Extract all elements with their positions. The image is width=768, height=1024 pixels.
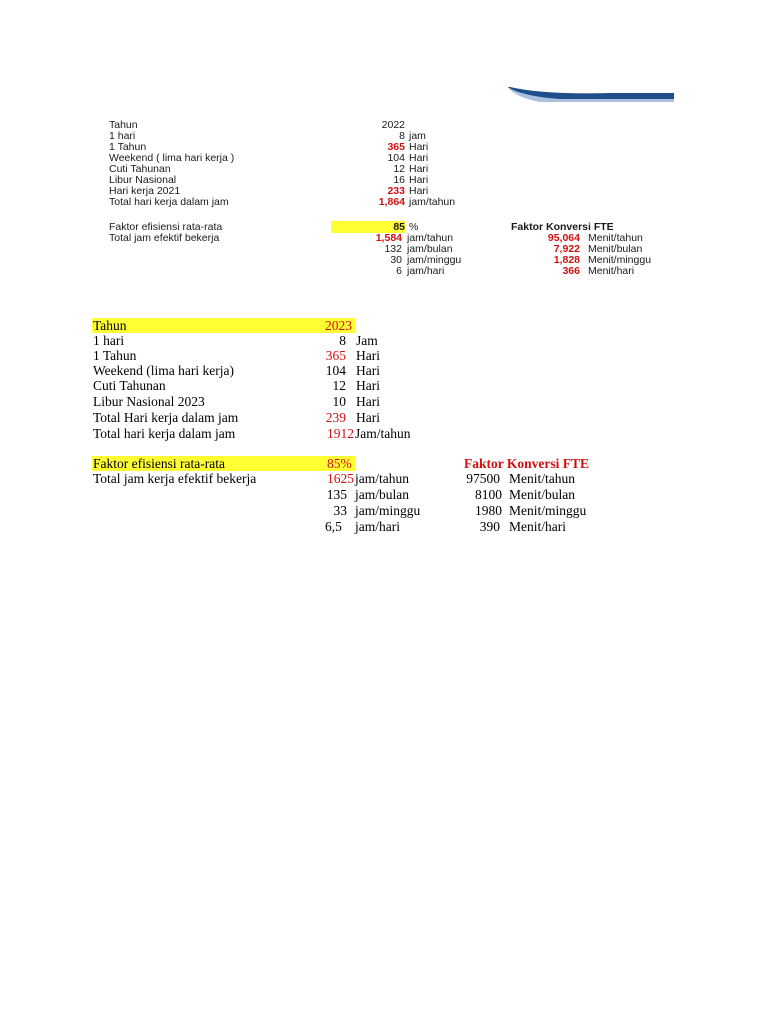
fte-unit: Menit/minggu — [588, 254, 652, 266]
year-value: 2022 — [381, 119, 405, 131]
row-label: 1 hari — [109, 130, 136, 142]
row-value: 8 — [339, 333, 346, 348]
efficiency-value: 85% — [327, 456, 352, 471]
row-label: Total Hari kerja dalam jam — [93, 410, 239, 425]
row-unit: Hari — [409, 185, 429, 197]
row-unit: Hari — [409, 141, 429, 153]
row-value: 239 — [325, 410, 346, 425]
row-unit: Jam — [356, 333, 378, 348]
effective-unit: jam/hari — [407, 265, 445, 277]
effective-unit: jam/tahun — [407, 232, 454, 244]
row-value: 104 — [387, 152, 405, 164]
effective-unit: jam/hari — [355, 519, 400, 534]
effective-value: 135 — [326, 487, 347, 502]
year-highlight — [92, 318, 356, 333]
effective-unit: jam/bulan — [355, 487, 409, 502]
row-label: Libur Nasional — [109, 174, 177, 186]
header-band-decoration — [500, 84, 674, 102]
row-label: Cuti Tahunan — [93, 378, 166, 393]
row-unit: Hari — [409, 163, 429, 175]
fte-value: 366 — [562, 265, 580, 277]
year-label: Tahun — [93, 318, 127, 333]
row-unit: Hari — [356, 363, 380, 378]
effective-value: 30 — [390, 254, 402, 266]
row-label: Hari kerja 2021 — [109, 185, 181, 197]
effective-value: 1,584 — [375, 232, 402, 244]
row-value: 365 — [325, 348, 346, 363]
row-unit: Hari — [356, 394, 380, 409]
row-value: 365 — [387, 141, 405, 153]
row-value: 12 — [332, 378, 346, 393]
row-unit: jam/tahun — [409, 196, 456, 208]
year-label: Tahun — [109, 119, 138, 131]
efficiency-label: Faktor efisiensi rata-rata — [93, 456, 225, 471]
row-value: 1912 — [327, 426, 354, 441]
row-value: 104 — [325, 363, 346, 378]
row-value: 8 — [399, 130, 405, 142]
row-label: Cuti Tahunan — [109, 163, 171, 175]
row-label: 1 hari — [93, 333, 125, 348]
row-unit: Jam/tahun — [355, 426, 411, 441]
fte-value: 97500 — [466, 471, 500, 486]
effective-unit: jam/tahun — [355, 471, 409, 486]
row-value: 12 — [393, 163, 405, 175]
efficiency-value: 85 — [393, 221, 405, 233]
effective-label: Total jam efektif bekerja — [109, 232, 220, 244]
row-unit: Hari — [356, 348, 380, 363]
year-value: 2023 — [325, 318, 352, 333]
fte-unit: Menit/minggu — [509, 503, 587, 518]
row-label: Total hari kerja dalam jam — [93, 426, 236, 441]
row-label: Weekend ( lima hari kerja ) — [109, 152, 235, 164]
row-value: 16 — [393, 174, 405, 186]
fte-title: Faktor Konversi FTE — [464, 456, 590, 471]
effective-unit: jam/minggu — [407, 254, 462, 266]
fte-value: 7,922 — [553, 243, 580, 255]
fte-unit: Menit/bulan — [588, 243, 643, 255]
effective-value: 6,5 — [325, 519, 342, 534]
fte-unit: Menit/tahun — [588, 232, 643, 244]
row-unit: Hari — [409, 152, 429, 164]
effective-value: 6 — [396, 265, 402, 277]
row-label: Weekend (lima hari kerja) — [93, 363, 234, 378]
effective-label: Total jam kerja efektif bekerja — [93, 471, 257, 486]
efficiency-unit: % — [409, 221, 419, 233]
fte-value: 390 — [479, 519, 500, 534]
fte-value: 1980 — [475, 503, 502, 518]
row-value: 10 — [332, 394, 346, 409]
effective-unit: jam/minggu — [355, 503, 421, 518]
row-unit: Hari — [356, 378, 380, 393]
fte-unit: Menit/hari — [509, 519, 566, 534]
row-value: 1,864 — [378, 196, 405, 208]
effective-unit: jam/bulan — [407, 243, 453, 255]
row-label: 1 Tahun — [93, 348, 137, 363]
row-unit: Hari — [356, 410, 380, 425]
fte-value: 95,064 — [547, 232, 580, 244]
row-label: Libur Nasional 2023 — [93, 394, 205, 409]
fte-unit: Menit/hari — [588, 265, 635, 277]
fte-title: Faktor Konversi FTE — [511, 221, 614, 233]
effective-value: 132 — [384, 243, 402, 255]
row-unit: jam — [409, 130, 426, 142]
row-label: Total hari kerja dalam jam — [109, 196, 229, 208]
effective-value: 33 — [333, 503, 347, 518]
effective-value: 1625 — [327, 471, 354, 486]
row-unit: Hari — [409, 174, 429, 186]
row-value: 233 — [387, 185, 405, 197]
fte-value: 1,828 — [553, 254, 580, 266]
fte-unit: Menit/tahun — [509, 471, 575, 486]
fte-unit: Menit/bulan — [509, 487, 575, 502]
fte-value: 8100 — [475, 487, 502, 502]
row-label: 1 Tahun — [109, 141, 147, 153]
efficiency-label: Faktor efisiensi rata-rata — [109, 221, 223, 233]
